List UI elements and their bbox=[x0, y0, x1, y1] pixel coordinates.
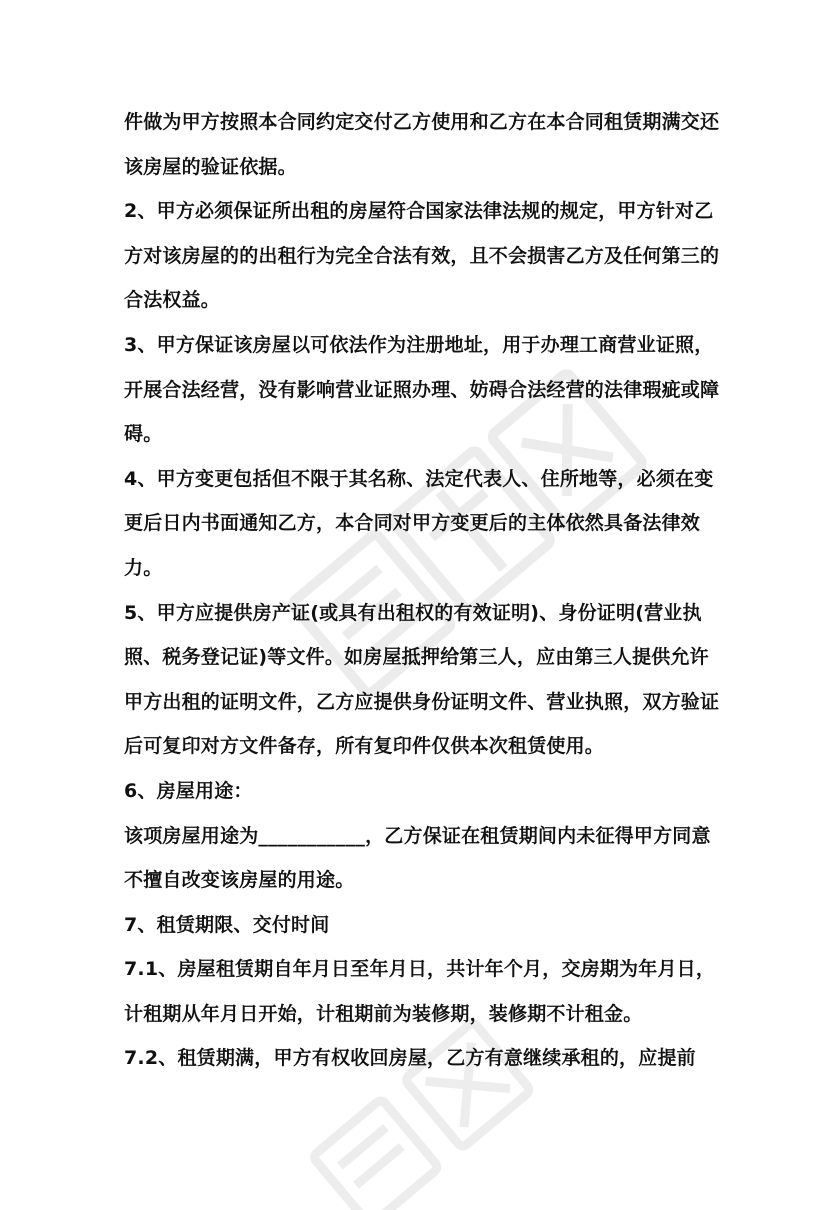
paragraph-clause-6-body: 该项房屋用途为___________，乙方保证在租赁期间内未征得甲方同意不擅自改变该房屋的用途。 bbox=[124, 824, 711, 892]
paragraph-clause-7-1: 7.1、房屋租赁期自年月日至年月日，共计年个月，交房期为年月日，计租期从年月日开始，计租期前为装修期，装修期不计租金。 bbox=[124, 958, 716, 1025]
paragraph-intro: 件做为甲方按照本合同约定交付乙方使用和乙方在本合同租赁期满交还该房屋的验证依据。 bbox=[124, 111, 720, 178]
paragraph-clause-6-heading: 6、房屋用途： bbox=[124, 779, 253, 802]
paragraph-clause-4: 4、甲方变更包括但不限于其名称、法定代表人、住所地等，必须在变更后日内书面通知乙方，本合同对甲方变更后的主体依然具备法律效力。 bbox=[124, 467, 714, 579]
paragraph-clause-2: 2、甲方必须保证所出租的房屋符合国家法律法规的规定，甲方针对乙方对该房屋的的出租行为完全合法有效，且不会损害乙方及任何第三的合法权益。 bbox=[124, 200, 720, 312]
paragraph-clause-7-2: 7.2、租赁期满，甲方有权收回房屋，乙方有意继续承租的，应提前 bbox=[124, 1047, 696, 1070]
paragraph-clause-3: 3、甲方保证该房屋以可依法作为注册地址，用于办理工商营业证照，开展合法经营，没有影响营业证照办理、妨碍合法经营的法律瑕疵或障碍。 bbox=[124, 333, 720, 446]
paragraph-clause-5: 5、甲方应提供房产证(或具有出租权的有效证明)、身份证明(营业执照、税务登记证)等文件。如房屋抵押给第三人，应由第三人提供允许甲方出租的证明文件，乙方应提供身份证明文件、营业执照，双方验证后可复印对方文件备存，所有复印件仅供本次租赁使用。 bbox=[124, 601, 720, 758]
paragraph-clause-7-heading: 7、租赁期限、交付时间 bbox=[124, 913, 330, 936]
document-body bbox=[124, 100, 724, 1081]
